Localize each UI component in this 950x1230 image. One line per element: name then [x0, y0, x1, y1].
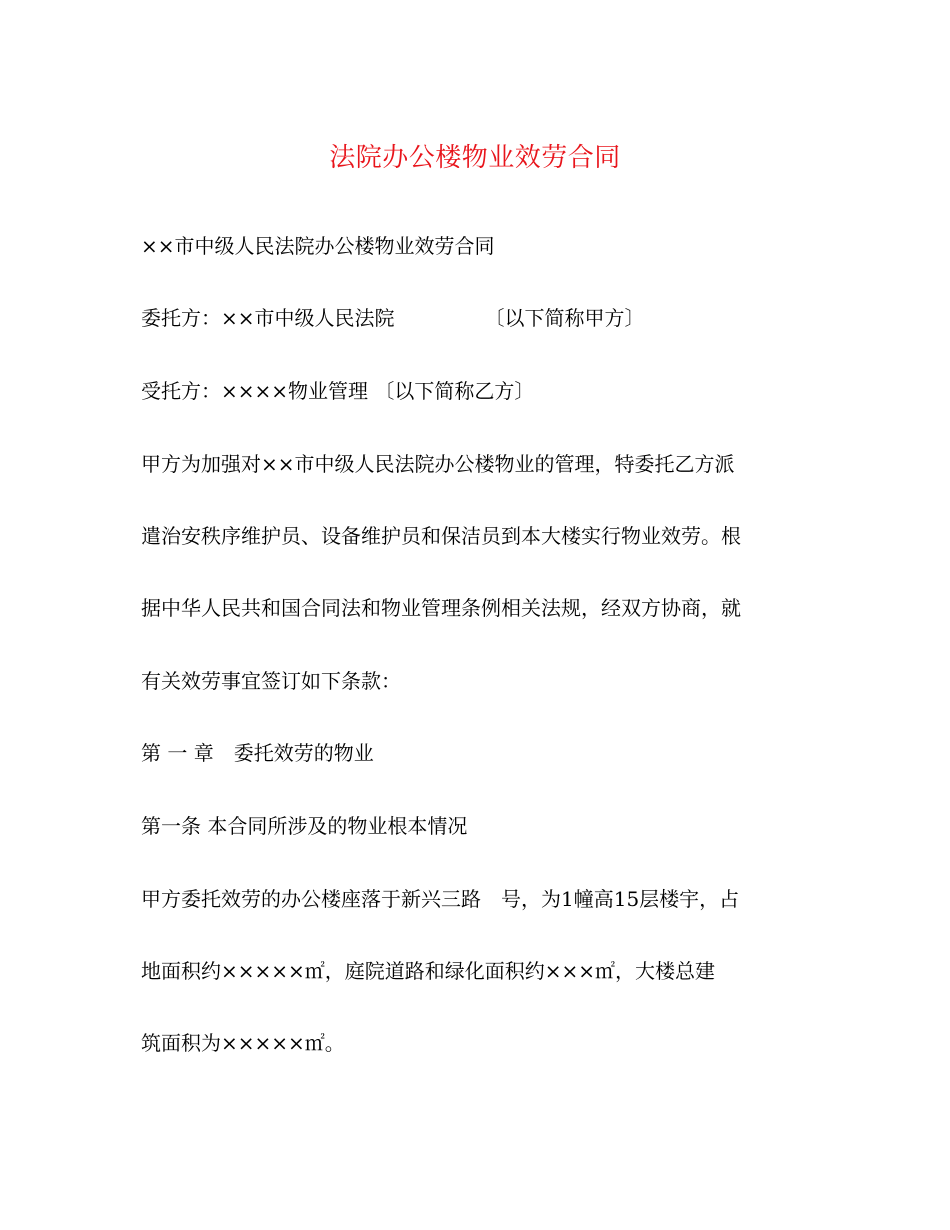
agent-party-line: 受托方：××××物业管理 〔以下简称乙方〕 — [141, 379, 535, 403]
body-text-line: 有关效劳事宜签订如下条款： — [141, 669, 401, 693]
body-text-line: 甲方委托效劳的办公楼座落于新兴三路 号，为1幢高15层楼宇，占 — [141, 887, 740, 911]
chapter-heading: 第 一 章 委托效劳的物业 — [141, 741, 374, 765]
contract-heading-line: ××市中级人民法院办公楼物业效劳合同 — [141, 234, 495, 258]
body-text-line: 地面积约×××××㎡，庭院道路和绿化面积约×××㎡，大楼总建 — [141, 959, 716, 983]
principal-party-line: 委托方：××市中级人民法院 〔以下简称甲方〕 — [141, 306, 645, 330]
article-heading: 第一条 本合同所涉及的物业根本情况 — [141, 814, 468, 838]
body-text-line: 甲方为加强对××市中级人民法院办公楼物业的管理，特委托乙方派 — [141, 452, 735, 476]
body-text-line: 遣治安秩序维护员、设备维护员和保洁员到本大楼实行物业效劳。根 — [141, 524, 741, 548]
body-text-line: 据中华人民共和国合同法和物业管理条例相关法规，经双方协商，就 — [141, 596, 741, 620]
document-title: 法院办公楼物业效劳合同 — [329, 143, 621, 173]
body-text-line: 筑面积为×××××㎡。 — [141, 1031, 345, 1055]
